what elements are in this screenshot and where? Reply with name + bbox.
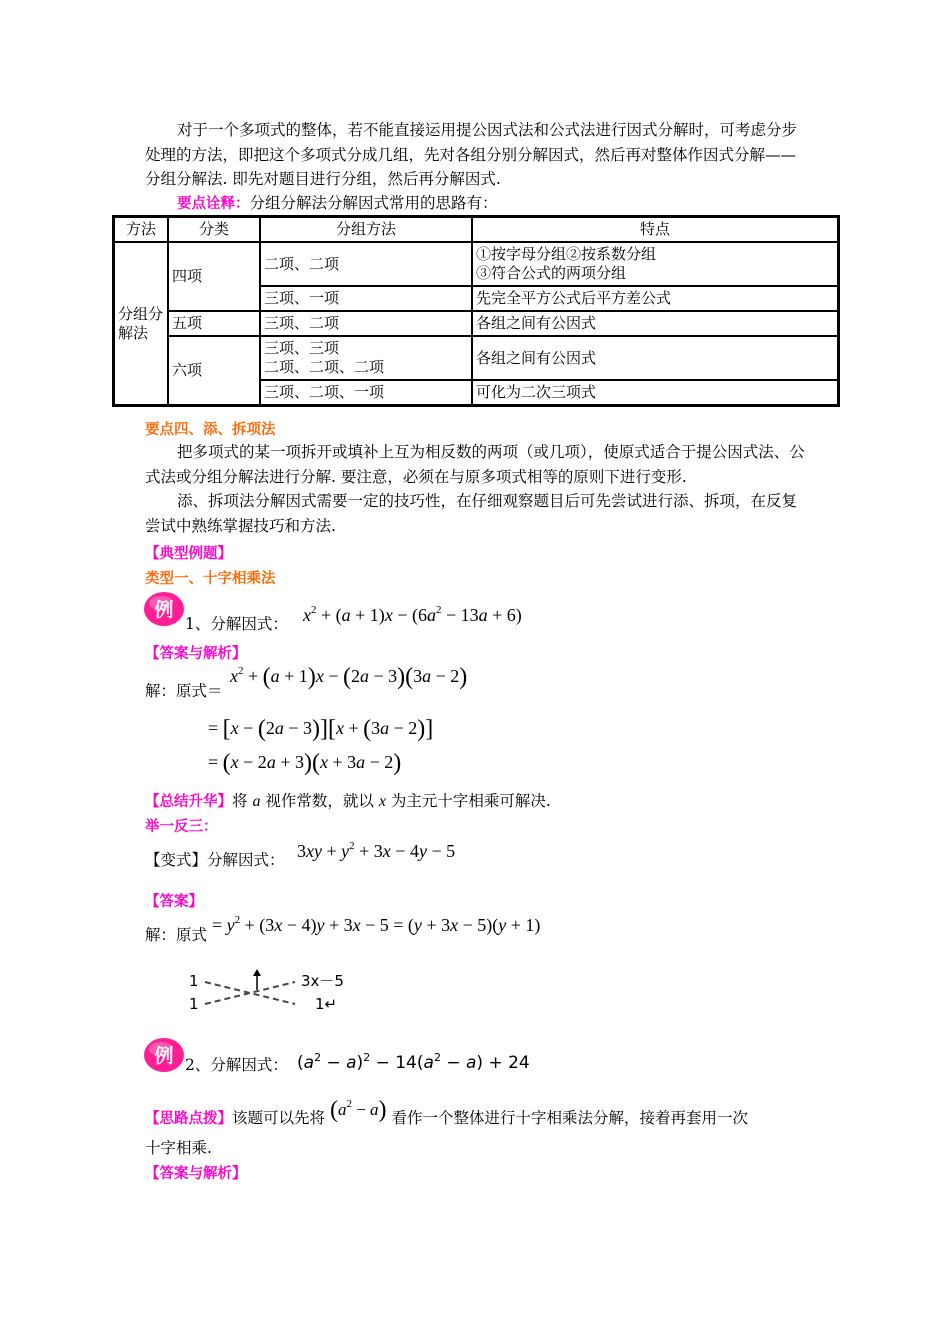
- solution2-label: 解：原式: [145, 926, 208, 944]
- feature-cell: 各组之间有公因式: [472, 311, 838, 336]
- group-cell: 三项、一项: [260, 286, 472, 311]
- group-cell: 二项、二项: [260, 242, 472, 286]
- solution-line-1: $x^2 + (a + 1)x - (2a - 3)(3a - 2)$: [230, 664, 468, 690]
- cross-bottom-right: 1↵: [315, 995, 338, 1013]
- solution-line-2: = [x − (2a − 3)][x + (3a − 2)]: [208, 716, 434, 742]
- solution-line-3: = (x − 2a + 3)(x + 3a − 2): [208, 750, 402, 776]
- group-cell: 三项、二项: [260, 311, 472, 336]
- intro-paragraph: 对于一个多项式的整体，若不能直接运用提公因式法和公式法进行因式分解时，可考虑分步处理的方法，即把这个多项式分成几组，先对各组分别分解因式，然后再对整体作因式分解——分组分解法. 即先对题目进行分组，然后再分解因式.: [145, 121, 798, 188]
- table-header: 分组方法: [260, 217, 472, 242]
- feature-cell: 先完全平方公式后平方差公式: [472, 286, 838, 311]
- feature-cell: 可化为二次三项式: [472, 380, 838, 405]
- feature-line: ①按字母分组②按系数分组: [476, 245, 657, 263]
- answer-header-2: 【答案与解析】: [145, 1166, 247, 1182]
- summary-post: 为主元十字相乘可解决.: [390, 792, 551, 810]
- table-row: [114, 336, 838, 380]
- group-line: 三项、三项: [264, 339, 340, 357]
- key-point-text: 分组分解法分解因式常用的思路有：: [249, 194, 498, 212]
- hint-post-1: 看作一个整体进行十字相乘法分解，接着再套用一次: [391, 1109, 748, 1127]
- section4-title: 要点四、添、拆项法: [145, 422, 276, 438]
- summary-var-x: x: [378, 793, 386, 810]
- example1-expression: $x^2 + (a + 1)x - (6a^2 - 13a + 6)$: [303, 604, 522, 625]
- solution2-expression: = $y^2 + (3x - 4)y + 3x - 5 = (y + 3x - 5)(y + 1)$: [212, 914, 541, 935]
- summary-line: [145, 790, 551, 813]
- example1-label: 1、分解因式：: [185, 615, 288, 633]
- table-header-row: [114, 217, 838, 242]
- practice-header: 举一反三：: [145, 819, 218, 835]
- hint-line: [145, 1097, 748, 1130]
- table-row: [114, 242, 838, 286]
- table-row: [114, 311, 838, 336]
- cross-top-left: 1: [189, 972, 199, 990]
- solution-label: 解：原式＝: [145, 682, 223, 700]
- examples-header: 【典型例题】: [145, 546, 232, 562]
- example-badge-icon: [143, 590, 185, 628]
- section4-paragraph-2: 添、拆项法分解因式需要一定的技巧性，在仔细观察题目后可先尝试进行添、拆项，在反复尝试中熟练掌握技巧和方法.: [145, 492, 798, 535]
- cross-multiplication-diagram: [183, 968, 358, 1016]
- summary-mid: 视作常数，就以: [265, 792, 374, 810]
- section4-paragraph-1: 把多项式的某一项拆开或填补上互为相反数的两项（或几项），使原式适合于提公因式法、公式法或分组分解法进行分解. 要注意，必须在与原多项式相等的原则下进行变形.: [145, 443, 805, 486]
- hint-post-2: 十字相乘.: [145, 1139, 212, 1157]
- summary-var-a: a: [252, 793, 261, 810]
- feature-line: ③符合公式的两项分组: [476, 264, 627, 282]
- table-header: 分类: [168, 217, 260, 242]
- summary-pre: 将: [232, 792, 248, 810]
- group-cell: [260, 336, 472, 380]
- hint-expression: $(a^2 - a)$: [329, 1097, 387, 1123]
- type1-title: 类型一、十字相乘法: [145, 571, 276, 587]
- table-header: 方法: [114, 217, 168, 242]
- example-badge-icon: [143, 1036, 185, 1074]
- example2-label: 2、分解因式：: [185, 1056, 288, 1074]
- variant-label: 【变式】分解因式：: [145, 851, 285, 869]
- badge-text: 例: [154, 1045, 174, 1067]
- table-header: 特点: [472, 217, 838, 242]
- example2-expression: $(a^2 - a)^2 - 14(a^2 - a) + 24$: [297, 1051, 530, 1073]
- method-cell: 分组分解法: [114, 242, 168, 405]
- grouping-method-table: [112, 215, 840, 407]
- cross-bottom-left: 1: [189, 995, 199, 1013]
- group-cell: 三项、二项、一项: [260, 380, 472, 405]
- feature-cell: [472, 242, 838, 286]
- cross-top-right: 3x－5: [301, 972, 344, 990]
- answer-only-header: 【答案】: [145, 894, 203, 910]
- hint-label: 【思路点拨】: [145, 1111, 232, 1127]
- arrow-up-icon: [253, 969, 261, 976]
- answer-header: 【答案与解析】: [145, 646, 247, 662]
- key-point-line: [177, 192, 498, 215]
- category-five-cell: 五项: [168, 311, 260, 336]
- hint-pre: 该题可以先将: [232, 1109, 326, 1127]
- group-line: 二项、二项、二项: [264, 358, 385, 376]
- summary-label: 【总结升华】: [145, 794, 232, 810]
- badge-text: 例: [154, 599, 174, 621]
- variant-expression: $3xy + y^2 + 3x - 4y - 5$: [297, 840, 456, 861]
- category-four-cell: 四项: [168, 242, 260, 311]
- key-point-label: 要点诠释：: [177, 196, 250, 212]
- category-six-cell: 六项: [168, 336, 260, 405]
- feature-cell: 各组之间有公因式: [472, 336, 838, 380]
